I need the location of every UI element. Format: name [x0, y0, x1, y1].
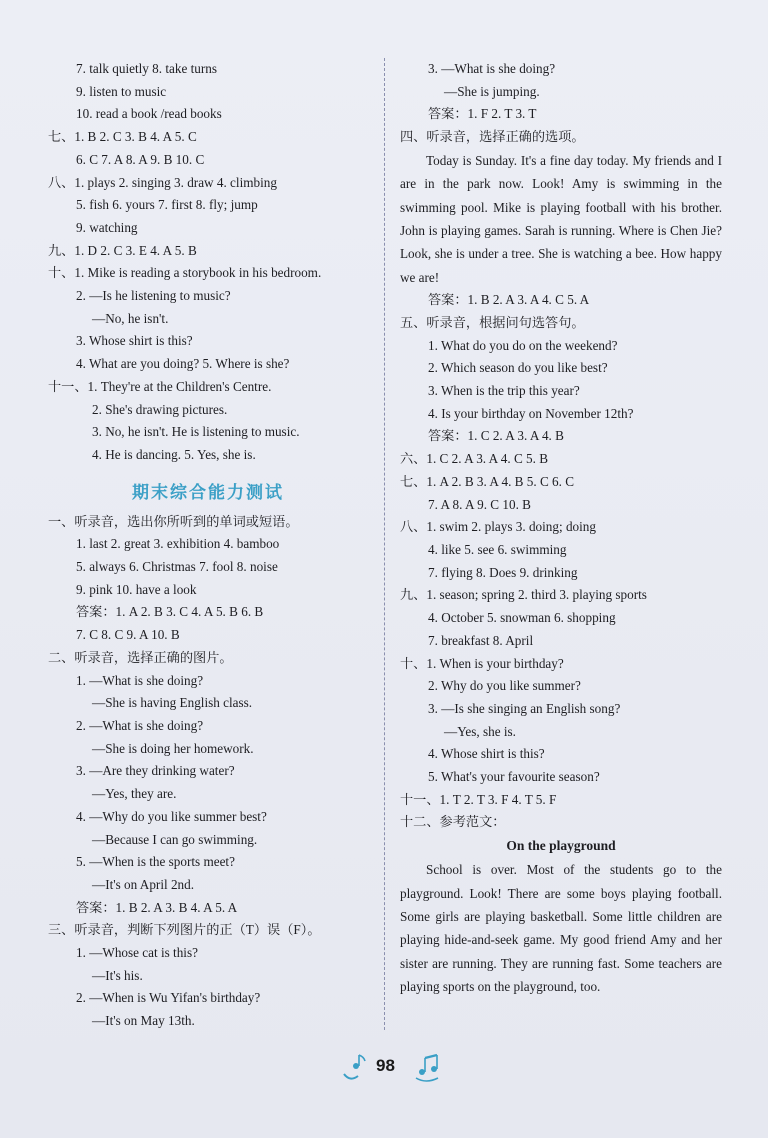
- answer-line: —Because I can go swimming.: [92, 831, 258, 847]
- answer-line: 2. She's drawing pictures.: [92, 401, 228, 417]
- answer-line: 十、1. Mike is reading a storybook in his bedroom.: [48, 265, 322, 281]
- essay-body: School is over. Most of the students go to the playground. Look! There are some boys playing football. Some girls are playing basketball. Some little children are playing hide-and-seek game. My good friend Amy and her sister are running. They are running fast. Some teachers are playing sports on the playground, too.: [400, 862, 722, 995]
- left-column: [48, 58, 368, 1033]
- answer-line: 九、1. season; spring 2. third 3. playing sports: [400, 587, 647, 603]
- answer-line: 六、1. C 2. A 3. A 4. C 5. B: [400, 451, 549, 467]
- answer-line: 7. A 8. A 9. C 10. B: [428, 496, 531, 512]
- essay-title: On the playground: [506, 838, 616, 854]
- answer-line: 二、听录音，选择正确的图片。: [48, 649, 233, 665]
- answer-line: —It's on April 2nd.: [92, 876, 195, 892]
- answer-line: 2. Which season do you like best?: [428, 360, 608, 376]
- answer-line: 3. No, he isn't. He is listening to music.: [92, 424, 300, 440]
- answer-line: 2. —Is he listening to music?: [76, 288, 231, 304]
- answer-line: 5. always 6. Christmas 7. fool 8. noise: [76, 559, 278, 575]
- left-answer-list-1: [48, 58, 368, 467]
- answer-line: 十一、1. They're at the Children's Centre.: [48, 378, 272, 394]
- right-answer-list-2: [400, 289, 722, 834]
- answer-line: 1. last 2. great 3. exhibition 4. bamboo: [76, 536, 280, 552]
- answer-line: 答案：1. F 2. T 3. T: [428, 106, 537, 122]
- answer-line: 4. What are you doing? 5. Where is she?: [76, 356, 290, 372]
- answer-line: 4. He is dancing. 5. Yes, she is.: [92, 446, 256, 462]
- answer-line: 7. breakfast 8. April: [428, 632, 534, 648]
- answer-line: 5. —When is the sports meet?: [76, 854, 235, 870]
- answer-line: 3. —Is she singing an English song?: [428, 700, 621, 716]
- answer-line: 9. watching: [76, 219, 138, 235]
- answer-line: 6. C 7. A 8. A 9. B 10. C: [76, 151, 205, 167]
- answer-line: 2. —When is Wu Yifan's birthday?: [76, 990, 261, 1006]
- answer-line: 九、1. D 2. C 3. E 4. A 5. B: [48, 242, 197, 258]
- answer-line: 七、1. B 2. C 3. B 4. A 5. C: [48, 129, 197, 145]
- answer-line: 答案：1. B 2. A 3. A 4. C 5. A: [428, 292, 590, 308]
- answer-line: 1. —What is she doing?: [76, 672, 204, 688]
- answer-line: 八、1. swim 2. plays 3. doing; doing: [400, 519, 596, 535]
- column-divider: [384, 58, 385, 1030]
- answer-line: 10. read a book /read books: [76, 106, 222, 122]
- answer-line: 9. listen to music: [76, 83, 167, 99]
- answer-line: —Yes, she is.: [444, 723, 516, 739]
- answer-line: —She is jumping.: [444, 83, 540, 99]
- answer-line: 一、听录音，选出你所听到的单词或短语。: [48, 513, 299, 529]
- answer-line: 7. talk quietly 8. take turns: [76, 61, 218, 76]
- answer-line: 5. fish 6. yours 7. first 8. fly; jump: [76, 197, 258, 213]
- right-column: [400, 58, 722, 999]
- answer-line: 5. What's your favourite season?: [428, 769, 600, 785]
- answer-line: 4. —Why do you like summer best?: [76, 808, 267, 824]
- section-title: 期末综合能力测试: [132, 482, 284, 503]
- answer-line: 9. pink 10. have a look: [76, 581, 197, 597]
- answer-line: 4. Whose shirt is this?: [428, 746, 545, 762]
- answer-line: —She is having English class.: [92, 695, 253, 711]
- music-note-decoration-icon: [414, 1050, 444, 1084]
- answer-line: 三、听录音，判断下列图片的正（T）误（F）。: [48, 922, 321, 938]
- answer-line: 八、1. plays 2. singing 3. draw 4. climbing: [48, 174, 277, 190]
- answer-line: 答案：1. B 2. A 3. B 4. A 5. A: [76, 899, 238, 915]
- answer-line: 七、1. A 2. B 3. A 4. B 5. C 6. C: [400, 473, 575, 489]
- answer-line: 五、听录音，根据问句选答句。: [400, 314, 585, 330]
- answer-line: —It's on May 13th.: [92, 1013, 195, 1029]
- right-answer-list-1: [400, 58, 722, 149]
- answer-line: 十、1. When is your birthday?: [400, 655, 564, 671]
- answer-line: 答案：1. A 2. B 3. C 4. A 5. B 6. B: [76, 604, 264, 620]
- answer-line: —No, he isn't.: [92, 310, 169, 326]
- answer-line: 3. —Are they drinking water?: [76, 763, 235, 779]
- answer-line: —She is doing her homework.: [92, 740, 254, 756]
- music-note-decoration-icon: [340, 1050, 370, 1084]
- answer-line: 1. What do you do on the weekend?: [428, 337, 618, 353]
- answer-line: 十一、1. T 2. T 3. F 4. T 5. F: [400, 791, 557, 807]
- answer-line: 3. —What is she doing?: [428, 61, 556, 76]
- answer-line: 答案：1. C 2. A 3. A 4. B: [428, 428, 564, 444]
- listening-passage: Today is Sunday. It's a fine day today. My friends and I are in the park now. Look! Amy is swimming in the swimming pool. Mike is playing football with his brother. John is playing games. Sarah is running. Where is Chen Jie? Look, she is under a tree. She is watching a bee. How happy we are!: [400, 152, 722, 285]
- answer-line: 2. Why do you like summer?: [428, 678, 581, 694]
- answer-line: 3. When is the trip this year?: [428, 383, 580, 399]
- answer-line: —It's his.: [92, 967, 143, 983]
- answer-line: —Yes, they are.: [92, 786, 177, 802]
- answer-line: 十二、参考范文：: [400, 814, 506, 830]
- answer-line: 2. —What is she doing?: [76, 717, 204, 733]
- answer-line: 四、听录音，选择正确的选项。: [400, 129, 585, 145]
- answer-line: 4. like 5. see 6. swimming: [428, 541, 567, 557]
- left-answer-list-2: [48, 511, 368, 1033]
- answer-line: 1. —Whose cat is this?: [76, 945, 198, 961]
- answer-line: 3. Whose shirt is this?: [76, 333, 193, 349]
- answer-line: 7. flying 8. Does 9. drinking: [428, 564, 578, 580]
- page-number: 98: [376, 1056, 395, 1075]
- answer-line: 4. October 5. snowman 6. shopping: [428, 610, 616, 626]
- answer-line: 7. C 8. C 9. A 10. B: [76, 627, 180, 643]
- page-footer: [340, 1050, 440, 1084]
- answer-line: 4. Is your birthday on November 12th?: [428, 405, 634, 421]
